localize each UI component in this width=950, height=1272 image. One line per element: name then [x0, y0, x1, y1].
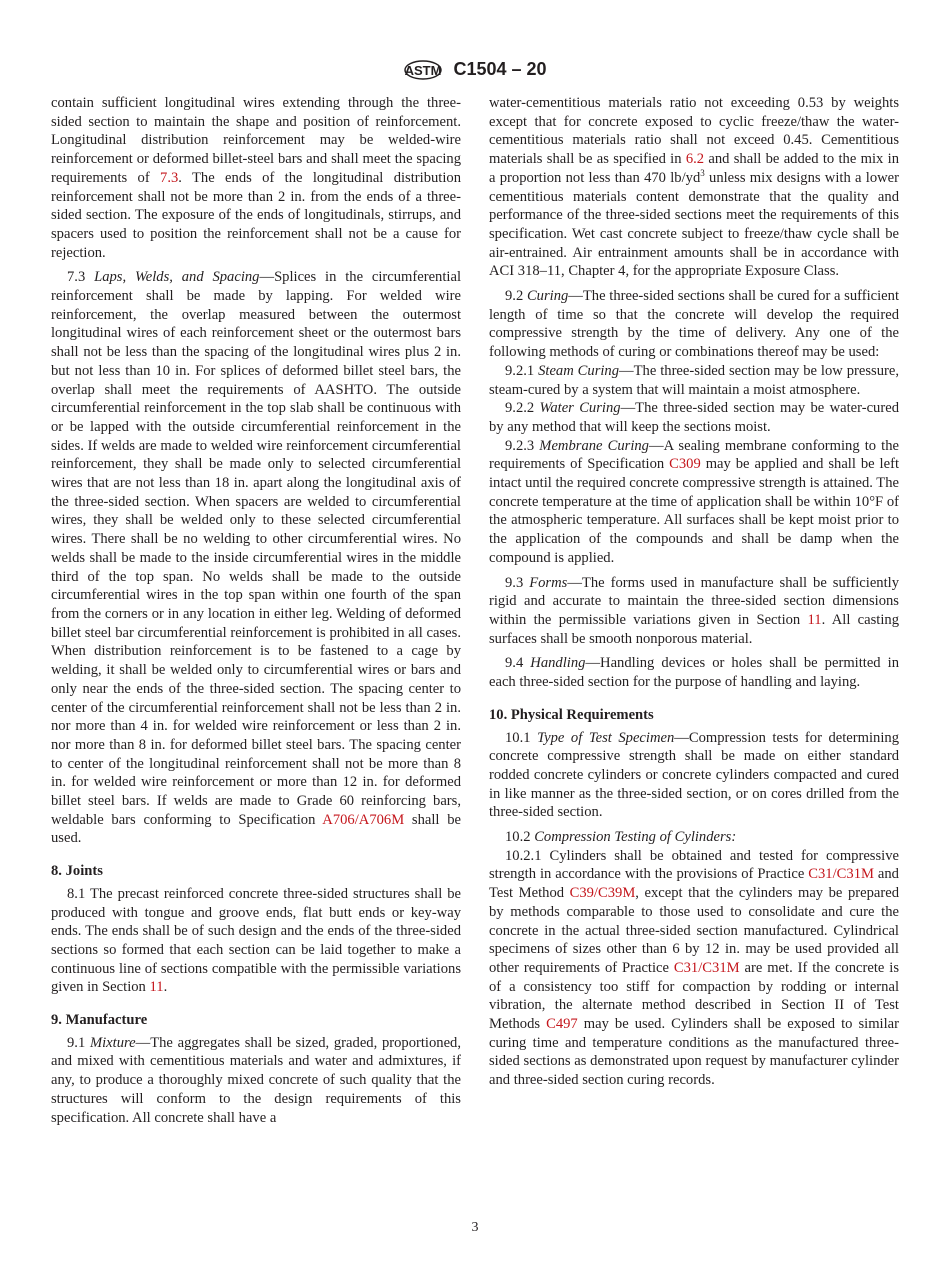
document-designation: C1504 – 20 [453, 58, 547, 79]
cross-reference-link[interactable]: C497 [546, 1016, 578, 1033]
cross-reference-link[interactable]: 11 [149, 979, 164, 996]
paragraph: 9.2.3 Membrane Curing—A sealing membrane conforming to the requirements of Specification C309 may be applied and shall be left intact until the required concrete compressive strength is attained. The concrete temperature at the time of application shall be within 10°F of the atmospheric temperature. All surfaces shall be kept moist prior to the application of the compounds and shall be damp when the compound is applied. [489, 437, 900, 566]
italic-term: Membrane Curing [539, 437, 649, 454]
paragraph: 10.1 Type of Test Specimen—Compression tests for determining concrete compressive strength shall be made on either standard rodded concrete cylinders or concrete cylinders compacted and cured in like manner as the three-sided section, or on cores drilled from the three-sided section. [489, 729, 899, 821]
section-heading: 10. Physical Requirements [489, 706, 654, 723]
paragraph: 9.2.2 Water Curing—The three-sided section may be water-cured by any method that will keep the sections moist. [489, 400, 899, 435]
right-column [489, 94, 899, 1090]
italic-term: Handling [530, 655, 586, 672]
italic-term: Compression Testing of Cylinders: [534, 829, 737, 846]
cross-reference-link[interactable]: 11 [807, 611, 822, 628]
svg-text:ASTM: ASTM [405, 63, 442, 78]
paragraph: 9.1 Mixture—The aggregates shall be sized, graded, proportioned, and mixed with cementitious materials and water and admixtures, if any, to produce a thoroughly mixed concrete of such quality that the structures will conform to the design requirements of this specification. All concrete shall have a [51, 1034, 461, 1126]
astm-logo-icon [403, 56, 443, 82]
page-header [0, 56, 950, 82]
paragraph: 9.2.1 Steam Curing—The three-sided section may be low pressure, steam-cured by a system that will maintain a moist atmosphere. [489, 362, 899, 398]
cross-reference-link[interactable]: C31/C31M [673, 959, 740, 976]
section-heading: 9. Manufacture [51, 1012, 148, 1029]
paragraph: 10.2.1 Cylinders shall be obtained and tested for compressive strength in accordance with the provisions of Practice C31/C31M and Test Method C39/C39M, except that the cylinders may be prepared by methods comparable to those used to consolidate and cure the concrete in the actual three-sided section manufactured. Cylindrical specimens of sizes other than 6 by 12 in. may be used provided all other requirements of Practice C31/C31M are met. If the concrete is of a consistency too stiff for compaction by rodding or internal vibration, the alternate method described in Section II of Test Methods C497 may be used. Cylinders shall be exposed to similar curing time and temperature conditions as the manufactured three-sided sections as demonstrated upon request by manufacturer cylinder and three-sided section curing records. [489, 847, 900, 1089]
page-number: 3 [471, 1220, 479, 1235]
italic-term: Forms [529, 574, 568, 591]
paragraph: 10.2 Compression Testing of Cylinders: [505, 829, 737, 846]
superscript: 3 [700, 167, 705, 178]
paragraph: 9.2 Curing—The three-sided sections shall be cured for a sufficient length of time so that the concrete will develop the required compressive strength by the time of delivery. Any one of the following methods of curing or combinations thereof may be used: [489, 288, 900, 361]
cross-reference-link[interactable]: C31/C31M [808, 866, 874, 883]
cross-reference-link[interactable]: A706/A706M [322, 811, 405, 828]
cross-reference-link[interactable]: C309 [669, 456, 701, 473]
italic-term: Mixture [89, 1034, 136, 1051]
paragraph: 9.3 Forms—The forms used in manufacture shall be sufficiently rigid and accurate to maintain the three-sided section dimensions within the permissible variations given in Section 11. All casting surfaces shall be smooth nonporous material. [489, 574, 900, 647]
italic-term: Steam Curing [538, 362, 620, 379]
italic-term: Type of Test Specimen [537, 729, 675, 746]
left-column [51, 94, 461, 1127]
cross-reference-link[interactable]: 6.2 [685, 151, 705, 168]
paragraph: contain sufficient longitudinal wires extending through the three-sided section to maintain the shape and position of reinforcement. Longitudinal distribution reinforcement may be welded-wire reinforcement or deformed billet-steel bars and shall meet the spacing requirements of 7.3. The ends of the longitudinal distribution reinforcement shall not be more than 2 in. from the ends of a three-sided section. The exposure of the ends of longitudinals, stirrups, and spacers used to position the reinforcement shall not be a cause for rejection. [51, 95, 461, 261]
paragraph: 9.4 Handling—Handling devices or holes shall be permitted in each three-sided section for the purpose of handling and laying. [489, 655, 900, 691]
cross-reference-link[interactable]: C39/C39M [569, 885, 636, 902]
section-heading: 8. Joints [51, 863, 103, 880]
italic-term: Laps, Welds, and Spacing [94, 269, 260, 286]
italic-term: Water Curing [539, 400, 621, 417]
paragraph: 8.1 The precast reinforced concrete three-sided structures shall be produced with tongue and groove ends, flat butt ends or key-way ends. The ends shall be of such design and the ends of the three-sided sections so formed that each section can be laid together to make a continuous line of sections compatible with the permissible variations given in Section 11. [51, 885, 461, 996]
cross-reference-link[interactable]: 7.3 [160, 169, 179, 186]
italic-term: Curing [526, 288, 569, 305]
paragraph: water-cementitious materials ratio not exceeding 0.53 by weights except that for concrete exposed to cyclic freeze/thaw the water-cementitious materials ratio shall not exceed 0.45. Cementitious materials shall be as specified in 6.2 and shall be added to the mix in a proportion not less than 470 $lb/yd^3$ unless mix designs with a lower cementitious materials content demonstrate that the quality and performance of the three-sided sections meet the requirements of this specification. Wet cast concrete subject to freeze/thaw cycle shall be air-entrained. Air entrainment amounts shall be in accordance with ACI 318–11, Chapter 4, for the appropriate Exposure Class. [489, 95, 899, 280]
paragraph: 7.3 Laps, Welds, and Spacing—Splices in the circumferential reinforcement shall be made by lapping. For welded wire reinforcement, the overlap measured between the outermost longitudinal wires of each reinforcement sheet or the outermost bars shall not be less than the spacing of the longitudinal wires plus 2 in. but not less than 10 in. For splices of deformed billet steel bars, the overlap shall meet the requirements of AASHTO. The outside circumferential reinforcement in the top slab shall be continuous with or be lapped with the outside circumferential reinforcement in the sides. If welds are made to welded wire reinforcement circumferential reinforcement, they shall be made only to selected circumferential wires that are not less than 18 in. apart along the longitudinal axis of the three-sided section. When spacers are welded to circumferential wires, they shall be welded only to these selected circumferential wires. There shall be no welding to other circumferential wires. No welds shall be made to the inside circumferential wires in the middle third of the top span. No welds shall be made to the outside circumferential wires in the top span within one fourth of the span from the corners or in any location in either leg. Welding of deformed billet steel bar circumferential reinforcement is prohibited in all cases. When distribution reinforcement is to be fastened to a cage by welding, it shall be welded only to circumferential wires or bars and only near the ends of the three-sided section. The spacing center to center of the circumferential reinforcement shall not be less than 2 in. nor more than 4 in. for welded wire reinforcement or less than 2 in. nor more than 8 in. for deformed billet steel bars. The spacing center to center of the longitudinal reinforcement shall not be more than 8 in. for welded wire reinforcement or more than 12 in. for deformed billet steel bars. If welds are made to Grade 60 reinforcing bars, weldable bars conforming to Specification A706/A706M shall be used. [51, 269, 461, 847]
